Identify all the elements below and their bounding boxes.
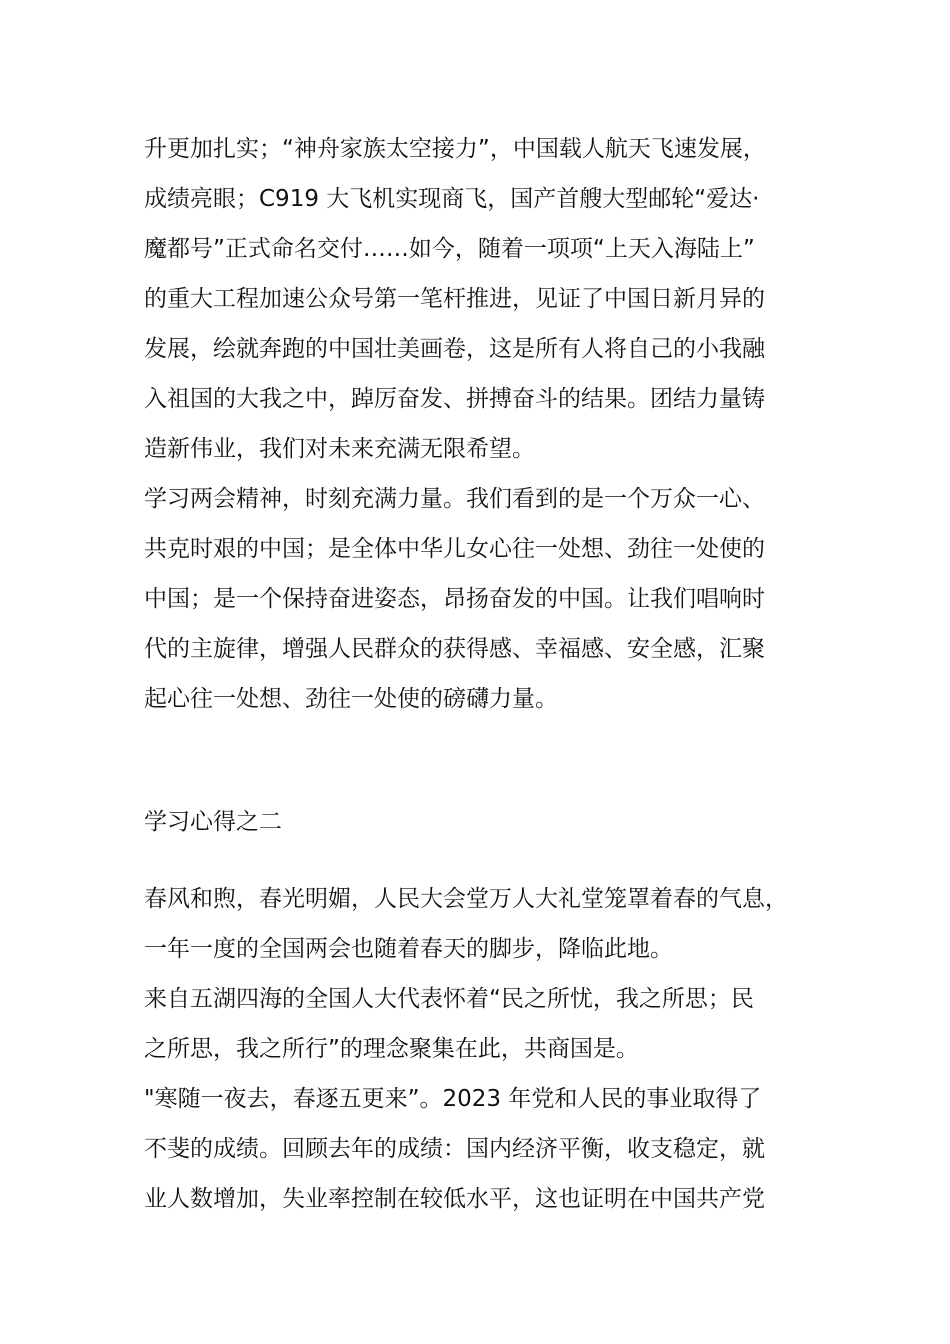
text-line: 业人数增加，失业率控制在较低水平，这也证明在中国共产党 <box>144 1186 765 1212</box>
text-line: 魔都号”正式命名交付……如今，随着一项项“上天入海陆上” <box>144 236 755 262</box>
text-line: 来自五湖四海的全国人大代表怀着“民之所忧，我之所思；民 <box>144 986 754 1012</box>
text-line: 代的主旋律，增强人民群众的获得感、幸福感、安全感，汇聚 <box>144 636 765 662</box>
text-line: 入祖国的大我之中，踔厉奋发、拼搏奋斗的结果。团结力量铸 <box>144 386 765 412</box>
section-heading: 学习心得之二 <box>144 809 282 835</box>
text-line: 升更加扎实；“神舟家族太空接力”，中国载人航天飞速发展， <box>144 136 766 162</box>
text-line: 不斐的成绩。回顾去年的成绩：国内经济平衡，收支稳定，就 <box>144 1136 765 1162</box>
text-line: 起心往一处想、劲往一处使的磅礴力量。 <box>144 686 558 712</box>
text-line: 成绩亮眼；C919 大飞机实现商飞，国产首艘大型邮轮“爱达· <box>144 186 760 212</box>
text-line: 的重大工程加速公众号第一笔杆推进，见证了中国日新月异的 <box>144 286 765 312</box>
text-line: 造新伟业，我们对未来充满无限希望。 <box>144 436 535 462</box>
paragraph-section-2 <box>144 874 809 1224</box>
text-line: 发展，绘就奔跑的中国壮美画卷，这是所有人将自己的小我融 <box>144 336 765 362</box>
text-line: 之所思，我之所行”的理念聚集在此，共商国是。 <box>144 1036 639 1062</box>
text-line: 春风和煦，春光明媚，人民大会堂万人大礼堂笼罩着春的气息， <box>144 886 788 912</box>
text-line: 学习两会精神，时刻充满力量。我们看到的是一个万众一心、 <box>144 486 765 512</box>
text-line: 一年一度的全国两会也随着春天的脚步，降临此地。 <box>144 936 673 962</box>
paragraph-section-1 <box>144 124 809 724</box>
text-line: "寒随一夜去，春逐五更来”。2023 年党和人民的事业取得了 <box>144 1086 762 1112</box>
text-line: 中国；是一个保持奋进姿态，昂扬奋发的中国。让我们唱响时 <box>144 586 765 612</box>
text-line: 共克时艰的中国；是全体中华儿女心往一处想、劲往一处使的 <box>144 536 765 562</box>
